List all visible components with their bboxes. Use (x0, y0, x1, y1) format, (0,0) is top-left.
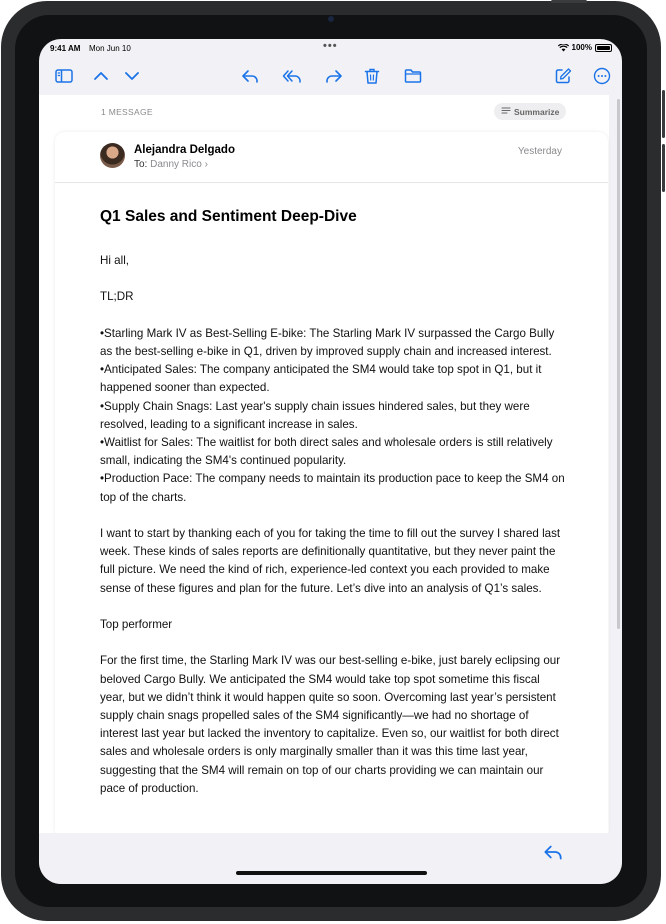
body-paragraph: For the first time, the Starling Mark IV was our best-selling e-bike, just barely eclipsing our beloved Cargo Bully. We anticipated the SM4 would take top spot sometime this fiscal year, but we didn’t think it would happen quite so soon. Overcoming last year’s persistent supply chain snags propelled sales of the SM4 significantly—we had no shortage of interest last year but lacked the inventory to capitalize. Even so, our waitlist for both direct sales and wholesale orders is only marginally smaller than it was this time last year, suggesting that the SM4 will remain on top of our charts providing we can maintain our pace of production. (100, 654, 561, 795)
more-icon[interactable] (590, 64, 614, 88)
bullet-item: •Supply Chain Snags: Last year's supply chain issues hindered sales, but they were resolved, leading to a significant increase in sales. (100, 399, 530, 431)
multitasking-dots-icon[interactable]: ••• (323, 40, 338, 52)
wifi-icon (558, 44, 569, 52)
toolbar (39, 64, 622, 92)
scrollbar[interactable] (617, 99, 620, 629)
trash-icon[interactable] (360, 64, 384, 88)
body-paragraph: I want to start by thanking each of you for taking the time to fill out the survey I shared last week. These kinds of sales reports are definitionally quantitative, but they never paint the full picture. We need the kind of rich, experience-led context you each provided to make sense of these figures and plan for the future. Let’s dive into an analysis of Q1’s sales. (100, 527, 561, 595)
avatar[interactable] (100, 143, 125, 168)
chevron-up-icon[interactable] (89, 64, 113, 88)
compose-icon[interactable] (551, 64, 575, 88)
volume-down-button (662, 144, 665, 192)
recipient-name[interactable]: Danny Rico (150, 159, 202, 170)
battery-percent: 100% (571, 43, 592, 52)
greeting: Hi all, (100, 254, 129, 267)
home-indicator[interactable] (236, 871, 427, 875)
to-label: To: (134, 159, 148, 170)
forward-icon[interactable] (322, 64, 346, 88)
reply-all-icon[interactable] (280, 64, 304, 88)
status-date: Mon Jun 10 (89, 44, 131, 53)
tldr-bullets (100, 325, 565, 507)
chevron-down-icon[interactable] (120, 64, 144, 88)
message-card (55, 132, 608, 840)
recipient-line[interactable] (134, 159, 208, 170)
reply-icon[interactable] (542, 841, 566, 865)
top-button (551, 0, 587, 3)
bullet-item: •Production Pace: The company needs to maintain its production pace to keep the SM4 on top of the charts. (100, 472, 565, 504)
message-view (39, 95, 609, 840)
bullet-item: •Starling Mark IV as Best-Selling E-bike: The Starling Mark IV surpassed the Cargo Bully as the best-selling e-bike in Q1, driven by improved supply chain and increased interest. (100, 326, 555, 358)
summarize-button[interactable] (494, 103, 566, 120)
front-camera (328, 16, 334, 22)
status-right (558, 43, 612, 52)
reply-icon[interactable] (238, 64, 262, 88)
sidebar-icon[interactable] (52, 64, 76, 88)
summarize-icon (501, 107, 511, 116)
message-count: 1 MESSAGE (101, 107, 153, 117)
message-body (100, 252, 565, 816)
status-time: 9:41 AM (50, 44, 81, 53)
summarize-label: Summarize (514, 106, 560, 117)
folder-icon[interactable] (401, 64, 425, 88)
bottom-toolbar (39, 833, 622, 884)
screen (39, 39, 622, 884)
sender-name[interactable]: Alejandra Delgado (134, 144, 235, 156)
battery-icon (595, 44, 612, 52)
message-date: Yesterday (517, 146, 562, 157)
volume-up-button (662, 90, 665, 138)
bullet-item: •Waitlist for Sales: The waitlist for both direct sales and wholesale orders is still relatively small, indicating the SM4's continued popularity. (100, 436, 553, 468)
bullet-item: •Anticipated Sales: The company anticipated the SM4 would take top spot in Q1, but it happened sooner than expected. (100, 363, 542, 395)
message-subject: Q1 Sales and Sentiment Deep-Dive (100, 208, 357, 225)
section-heading: Top performer (100, 618, 173, 631)
chevron-right-icon: › (204, 159, 208, 170)
status-bar (39, 39, 622, 59)
message-header (55, 132, 608, 183)
tldr-heading: TL;DR (100, 290, 134, 304)
